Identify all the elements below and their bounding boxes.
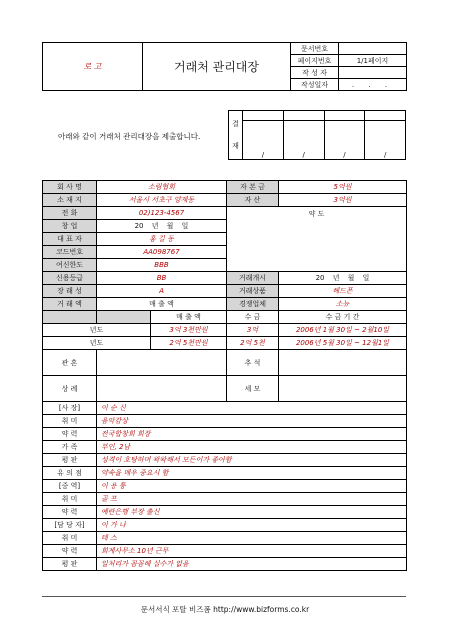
trade-amount-label: 거 래 액 — [43, 298, 97, 311]
phone-value: 02)123-4567 — [97, 207, 227, 220]
date-slash: / — [383, 151, 387, 159]
table-row — [43, 324, 407, 337]
list-item — [43, 441, 407, 454]
customs-value — [97, 350, 227, 376]
list-item — [43, 480, 407, 493]
company-name-label: 회 사 명 — [43, 181, 97, 194]
person-field-label: 약 력 — [43, 506, 97, 519]
approval-intro: 아래와 같이 거래처 관리대장을 제출합니다. — [58, 132, 201, 141]
sales-value: 2억 5천만원 — [151, 337, 227, 350]
list-item — [43, 454, 407, 467]
person-field-value: 예란은행 부장 출신 — [97, 506, 407, 519]
collection-header: 수 금 — [227, 311, 279, 324]
person-field-value: 일처리가 꼼꼼해 실수가 없음 — [97, 558, 407, 571]
competitor-value: 소뉴 — [279, 298, 407, 311]
ceo-label: 대 표 자 — [43, 233, 97, 246]
sales-header: 매 출 액 — [97, 298, 227, 311]
person-field-value: 이 순 신 — [97, 402, 407, 415]
period-value: 2006년 5월 30일 ~ 12월1일 — [279, 337, 407, 350]
footer-text: 문서서식 포탈 비즈폼 http://www.bizforms.co.kr — [140, 605, 310, 614]
person-field-label: 평 판 — [43, 558, 97, 571]
approval-slot-header — [243, 111, 284, 121]
credit-grade-label: 신용등급 — [43, 272, 97, 285]
period-value: 2006년 1월 30일 ~ 2월10일 — [279, 324, 407, 337]
growth-value: A — [97, 285, 227, 298]
meta-value — [339, 43, 407, 55]
person-field-value: 성격이 호탕하며 왁왁해서 모든이가 좋아함 — [97, 454, 407, 467]
approval-signature-slot[interactable] — [243, 121, 284, 160]
assets-label: 자 산 — [227, 194, 279, 207]
list-item — [43, 402, 407, 415]
meta-label: 페이지번호 — [291, 55, 339, 67]
person-field-value: 부인, 2남 — [97, 441, 407, 454]
person-field-label: 평 판 — [43, 454, 97, 467]
customs-label: 관 혼 — [43, 350, 97, 376]
collection-value: 2억 5천 — [227, 337, 279, 350]
list-item — [43, 493, 407, 506]
code-label: 코드번호 — [43, 246, 97, 259]
date-slash: / — [343, 151, 346, 159]
person-field-label: [사 장] — [43, 402, 97, 415]
credit-grade-value: BB — [97, 272, 227, 285]
meta-value: . . . — [339, 79, 407, 91]
ceo-value: 홍 길 동 — [97, 233, 227, 246]
meta-value: 1/1페이지 — [339, 55, 407, 67]
date-slash: / — [261, 151, 265, 159]
person-field-value: 약속을 매우 중요시 함 — [97, 467, 407, 480]
year-label: 년도 — [43, 337, 151, 350]
person-field-label: 취 미 — [43, 493, 97, 506]
address-value: 서울시 서초구 양재동 — [97, 194, 227, 207]
client-ledger-table — [42, 180, 407, 571]
approval-label-top: 결 — [232, 120, 239, 128]
founded-value: 20 년 월 일 — [97, 220, 227, 233]
person-field-label: 약 력 — [43, 545, 97, 558]
credit-limit-label: 여신한도 — [43, 259, 97, 272]
condolence-value — [97, 376, 227, 402]
person-field-value: 회계사무소 10년 근무 — [97, 545, 407, 558]
collection-value: 3억 — [227, 324, 279, 337]
person-field-label: [중 역] — [43, 480, 97, 493]
list-item — [43, 415, 407, 428]
competitor-label: 경쟁업체 — [227, 298, 279, 311]
person-field-label: 유 의 점 — [43, 467, 97, 480]
meta-label: 작 성 자 — [291, 67, 339, 79]
phone-label: 전 화 — [43, 207, 97, 220]
product-label: 거래상품 — [227, 285, 279, 298]
year-label: 년도 — [43, 324, 151, 337]
founded-label: 창 업 — [43, 220, 97, 233]
trade-start-label: 거래개시 — [227, 272, 279, 285]
trade-start-value: 20 년 월 일 — [279, 272, 407, 285]
assets-value: 3억원 — [279, 194, 407, 207]
approval-label-bottom: 재 — [232, 142, 239, 150]
person-field-label: 가 족 — [43, 441, 97, 454]
approval-box — [228, 110, 406, 160]
person-field-label: [담 당 자] — [43, 519, 97, 532]
document-title: 거래처 관리대장 — [143, 43, 291, 91]
header-table — [42, 42, 407, 91]
list-item — [43, 558, 407, 571]
person-field-value: 이 가 나 — [97, 519, 407, 532]
list-item — [43, 545, 407, 558]
person-field-label: 취 미 — [43, 532, 97, 545]
tax-label: 세 모 — [227, 376, 279, 402]
person-field-value: 전국합창회 회장 — [97, 428, 407, 441]
address-label: 소 재 지 — [43, 194, 97, 207]
list-item — [43, 428, 407, 441]
map-label: 약 도 — [308, 210, 325, 218]
period-header: 수 금 기 간 — [279, 311, 407, 324]
approval-slot-header — [283, 111, 324, 121]
condolence-label: 상 례 — [43, 376, 97, 402]
person-field-value: 테 스 — [97, 532, 407, 545]
footer-divider — [42, 596, 406, 597]
company-name: 소림협회 — [97, 181, 227, 194]
approval-signature-slot[interactable] — [283, 121, 324, 160]
date-slash: / — [302, 151, 305, 159]
person-field-label: 취 미 — [43, 415, 97, 428]
person-field-value: 음악감상 — [97, 415, 407, 428]
memorial-label: 추 석 — [227, 350, 279, 376]
approval-signature-slot[interactable] — [324, 121, 365, 160]
sales-value: 3억 3천만원 — [151, 324, 227, 337]
person-field-value: 골 프 — [97, 493, 407, 506]
approval-signature-slot[interactable] — [365, 121, 406, 160]
sales-header-2: 매 출 액 — [151, 311, 227, 324]
person-field-label: 약 력 — [43, 428, 97, 441]
approval-slot-header — [324, 111, 365, 121]
map-area — [227, 207, 407, 272]
list-item — [43, 532, 407, 545]
credit-limit-value: BBB — [97, 259, 227, 272]
approval-slot-header — [365, 111, 406, 121]
growth-label: 장 래 성 — [43, 285, 97, 298]
capital-value: 5억원 — [279, 181, 407, 194]
capital-label: 자 본 금 — [227, 181, 279, 194]
meta-label: 문서번호 — [291, 43, 339, 55]
product-value: 헤드폰 — [279, 285, 407, 298]
meta-value — [339, 67, 407, 79]
code-value: AA098767 — [97, 246, 227, 259]
logo-placeholder: 로 고 — [43, 43, 143, 91]
table-row — [43, 337, 407, 350]
memorial-value — [279, 350, 407, 376]
list-item — [43, 506, 407, 519]
list-item — [43, 467, 407, 480]
tax-value — [279, 376, 407, 402]
person-field-value: 이 용 퉁 — [97, 480, 407, 493]
meta-label: 작성일자 — [291, 79, 339, 91]
list-item — [43, 519, 407, 532]
